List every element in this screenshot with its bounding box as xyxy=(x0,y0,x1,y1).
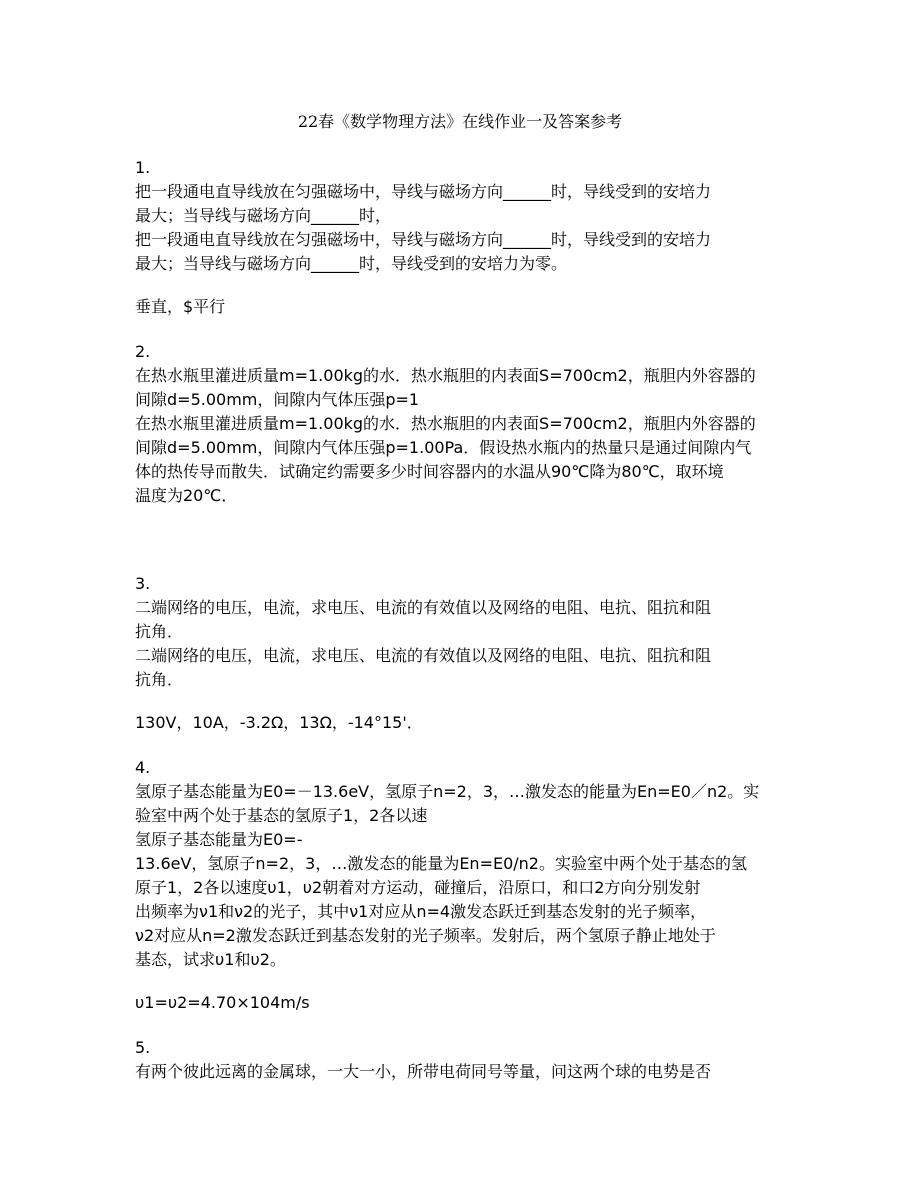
question-1-line: 最大；当导线与磁场方向______时， xyxy=(135,206,392,225)
question-3-line: 抗角． xyxy=(135,670,184,689)
question-4-line: 13.6eV，氢原子n=2，3，…激发态的能量为En=E0/n2。实验室中两个处于基态的氢 xyxy=(135,854,747,873)
question-2-line: 间隙d=5.00mm，间隙内气体压强p=1 xyxy=(135,390,420,409)
question-4-line: 氢原子基态能量为E0=－13.6eV，氢原子n=2，3，…激发态的能量为En=E0／n2。实 xyxy=(135,782,760,801)
question-4-line: ν2对应从n=2激发态跃迁到基态发射的光子频率。发射后，两个氢原子静止地处于 xyxy=(135,926,716,945)
question-2-number: 2. xyxy=(135,342,151,361)
question-4-line: 基态，试求υ1和υ2。 xyxy=(135,950,286,969)
question-3-line: 抗角． xyxy=(135,622,184,641)
question-4-line: 验室中两个处于基态的氢原子1，2各以速 xyxy=(135,806,428,825)
question-2-line: 间隙d=5.00mm，间隙内气体压强p=1.00Pa．假设热水瓶内的热量只是通过间隙内气 xyxy=(135,438,752,457)
question-2-line: 在热水瓶里灌进质量m=1.00kg的水．热水瓶胆的内表面S=700cm2，瓶胆内外容器的 xyxy=(135,414,756,433)
question-1-line: 把一段通电直导线放在匀强磁场中，导线与磁场方向______时，导线受到的安培力 xyxy=(135,230,712,249)
question-1-line: 把一段通电直导线放在匀强磁场中，导线与磁场方向______时，导线受到的安培力 xyxy=(135,182,712,201)
question-1-number: 1. xyxy=(135,158,151,177)
question-3-number: 3. xyxy=(135,574,151,593)
question-4-line: 原子1，2各以速度υ1，υ2朝着对方运动，碰撞后，沿原口，和口2方向分别发射 xyxy=(135,878,701,897)
question-1-answer: 垂直，$平行 xyxy=(135,297,226,316)
question-2-line: 体的热传导而散失．试确定约需要多少时间容器内的水温从90℃降为80℃，取环境 xyxy=(135,462,724,481)
question-5-number: 5. xyxy=(135,1038,151,1057)
question-4-line: 出频率为ν1和ν2的光子，其中ν1对应从n=4激发态跃迁到基态发射的光子频率， xyxy=(135,902,707,921)
question-3-answer: 130V，10A，-3.2Ω，13Ω，-14°15'． xyxy=(135,713,423,732)
question-1-line: 最大；当导线与磁场方向______时，导线受到的安培力为零。 xyxy=(135,254,568,273)
question-4-answer: υ1=υ2=4.70×104m/s xyxy=(135,993,310,1012)
question-2-line: 在热水瓶里灌进质量m=1.00kg的水．热水瓶胆的内表面S=700cm2，瓶胆内外容器的 xyxy=(135,366,756,385)
question-5-line: 有两个彼此远离的金属球，一大一小，所带电荷同号等量，问这两个球的电势是否 xyxy=(135,1062,712,1081)
question-4-number: 4. xyxy=(135,758,151,777)
question-3-line: 二端网络的电压，电流，求电压、电流的有效值以及网络的电阻、电抗、阻抗和阻 xyxy=(135,598,712,617)
question-2-line: 温度为20℃． xyxy=(135,486,238,505)
question-3-line: 二端网络的电压，电流，求电压、电流的有效值以及网络的电阻、电抗、阻抗和阻 xyxy=(135,646,712,665)
page-title: 22春《数学物理方法》在线作业一及答案参考 xyxy=(297,112,623,131)
question-4-line: 氢原子基态能量为E0=- xyxy=(135,830,303,849)
